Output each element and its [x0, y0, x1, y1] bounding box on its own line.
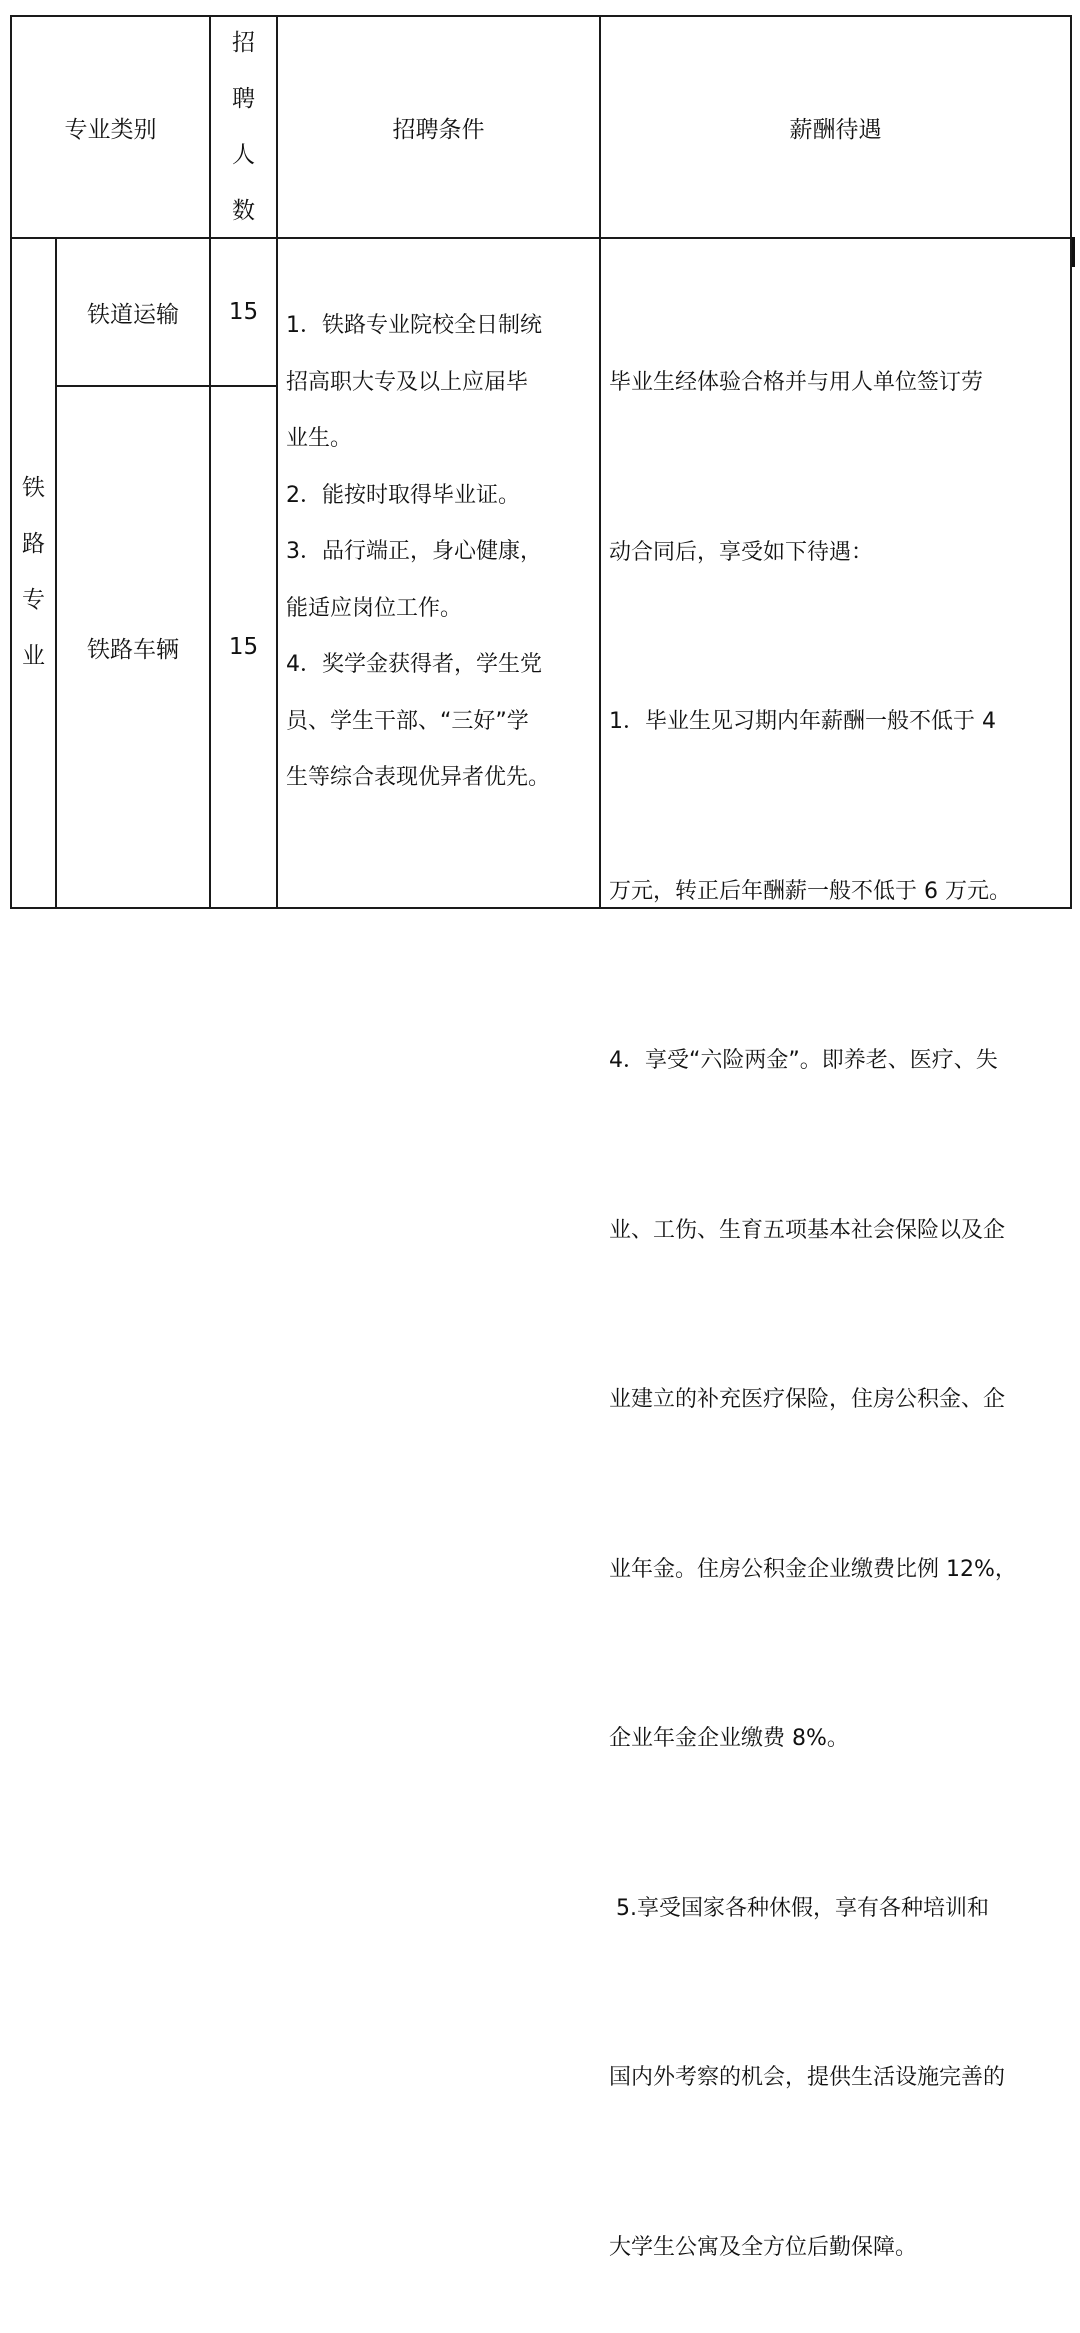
conditions-line: 4．奖学金获得者，学生党: [286, 652, 542, 677]
header-count-char: 聘: [232, 86, 255, 112]
conditions-line: 2．能按时取得毕业证。: [286, 482, 520, 508]
header-count: [211, 15, 276, 239]
group-label-char: 路: [22, 531, 45, 557]
header-count-char: 数: [232, 198, 255, 224]
recruit-count: 15: [228, 299, 259, 325]
group-label-char: 专: [22, 587, 45, 613]
text-cursor: [1072, 237, 1075, 267]
conditions-line: 生等综合表现优异者优先。: [286, 765, 551, 790]
conditions-line: 1．铁路专业院校全日制统: [286, 313, 542, 338]
salary-line: 1．毕业生见习期内年薪酬一般不低于 4: [609, 709, 996, 734]
conditions-line: 员、学生干部、“三好”学: [286, 708, 529, 734]
salary-line: 5.享受国家各种休假，享有各种培训和: [609, 1895, 989, 1921]
salary-text: [609, 242, 1017, 2333]
salary-line: 毕业生经体验合格并与用人单位签订劳: [609, 370, 984, 395]
salary-line: 企业年金企业缴费 8%。: [609, 1726, 849, 1751]
salary-line: 动合同后，享受如下待遇：: [609, 539, 874, 565]
group-label-char: 业: [22, 643, 45, 669]
header-category: 专业类别: [64, 116, 157, 143]
salary-line: 国内外考察的机会，提供生活设施完善的: [609, 2065, 1006, 2090]
salary-line: 业、工伤、生育五项基本社会保险以及企: [609, 1217, 1006, 1243]
table-border-right: [1070, 15, 1072, 909]
salary-line: 业建立的补充医疗保险，住房公积金、企: [609, 1387, 1006, 1412]
conditions-line: 招高职大专及以上应届毕: [286, 369, 529, 395]
group-label-char: 铁: [22, 475, 45, 501]
major-name: 铁路车辆: [87, 636, 179, 663]
conditions-line: 能适应岗位工作。: [286, 595, 463, 621]
salary-line: 业年金。住房公积金企业缴费比例 12%，: [609, 1556, 1017, 1582]
conditions-line: 业生。: [286, 426, 353, 451]
header-conditions: 招聘条件: [392, 116, 485, 143]
conditions-line: 3．品行端正，身心健康，: [286, 539, 542, 564]
salary-line: 万元，转正后年酬薪一般不低于 6 万元。: [609, 878, 1011, 904]
header-count-char: 招: [232, 30, 255, 56]
conditions-text: [286, 298, 550, 807]
salary-line: 4．享受“六险两金”。即养老、医疗、失: [609, 1048, 998, 1073]
salary-line: 大学生公寓及全方位后勤保障。: [609, 2234, 918, 2260]
recruit-count: 15: [228, 634, 259, 660]
header-count-char: 人: [232, 142, 255, 168]
header-salary: 薪酬待遇: [789, 116, 882, 143]
group-label: [12, 460, 55, 684]
major-name: 铁道运输: [87, 301, 179, 328]
